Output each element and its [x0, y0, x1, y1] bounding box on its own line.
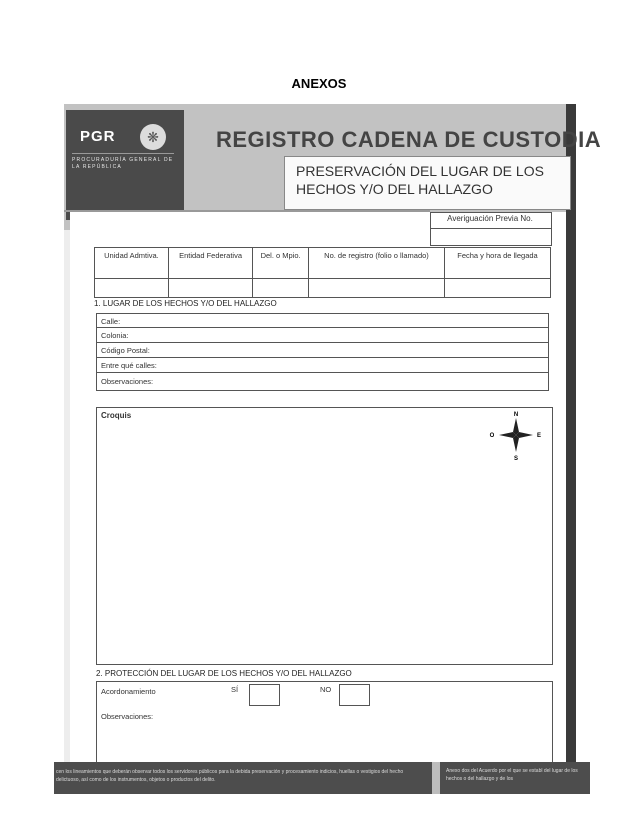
croquis-box [96, 407, 553, 665]
value-entidad [168, 279, 252, 298]
national-seal-icon: ❋ [140, 124, 166, 150]
pgr-logo-text: PGR [80, 128, 116, 145]
compass-north: N [513, 412, 519, 418]
logo-divider [72, 153, 174, 154]
logo-subtitle: PROCURADURÍA GENERAL DE LA REPÚBLICA [72, 157, 174, 170]
page-title: ANEXOS [291, 76, 347, 91]
footer-left-text: cen los lineamientos que deberán observar todos los servidores públicos para la debida preservación y procesamiento indicios, huellas o vestigios del hecho delictuoso, así como de los instrumentos, objetos o productos del delito. [56, 769, 404, 783]
observaciones-field: Observaciones: [96, 373, 549, 391]
header-unidad: Unidad Admtiva. [95, 248, 169, 279]
value-municipio [253, 279, 309, 298]
averiguacion-field-line [430, 228, 552, 229]
si-checkbox [249, 684, 280, 706]
compass-east: E [536, 433, 542, 439]
calle-field: Calle: [96, 313, 549, 328]
observaciones2-box [96, 707, 553, 763]
entre-calles-field: Entre qué calles: [96, 358, 549, 373]
header-entidad: Entidad Federativa [168, 248, 252, 279]
compass-rose-icon [486, 410, 546, 460]
value-registro [309, 279, 445, 298]
form-title: REGISTRO CADENA DE CUSTODIA [216, 127, 602, 152]
registry-table [94, 247, 551, 298]
croquis-label: Croquis [101, 411, 132, 420]
compass-south: S [513, 456, 519, 460]
compass-west: O [489, 433, 495, 439]
footer-right-text: Anexo dos del Acuerdo por el que se establ del lugar de los hechos o del hallazgo y de los [446, 768, 578, 782]
footer-divider [432, 762, 440, 794]
no-checkbox [339, 684, 370, 706]
acordonamiento-label: Acordonamiento [101, 687, 156, 696]
value-fecha [444, 279, 550, 298]
averiguacion-label: Averiguación Previa No. [447, 214, 533, 223]
value-unidad [95, 279, 169, 298]
form-subtitle: PRESERVACIÓN DEL LUGAR DE LOS HECHOS Y/O DEL HALLAZGO [296, 163, 544, 197]
observaciones2-label: Observaciones: [101, 712, 154, 721]
header-fecha: Fecha y hora de llegada [444, 248, 550, 279]
codigo-postal-field: Código Postal: [96, 343, 549, 358]
no-label: NO [320, 685, 332, 694]
colonia-field: Colonia: [96, 328, 549, 343]
header-registro: No. de registro (folio o llamado) [309, 248, 445, 279]
header-municipio: Del. o Mpio. [253, 248, 309, 279]
section1-title: 1. LUGAR DE LOS HECHOS Y/O DEL HALLAZGO [94, 299, 277, 308]
si-label: SÍ [231, 685, 239, 694]
section2-title: 2. PROTECCIÓN DEL LUGAR DE LOS HECHOS Y/O DEL HALLAZGO [96, 669, 352, 678]
